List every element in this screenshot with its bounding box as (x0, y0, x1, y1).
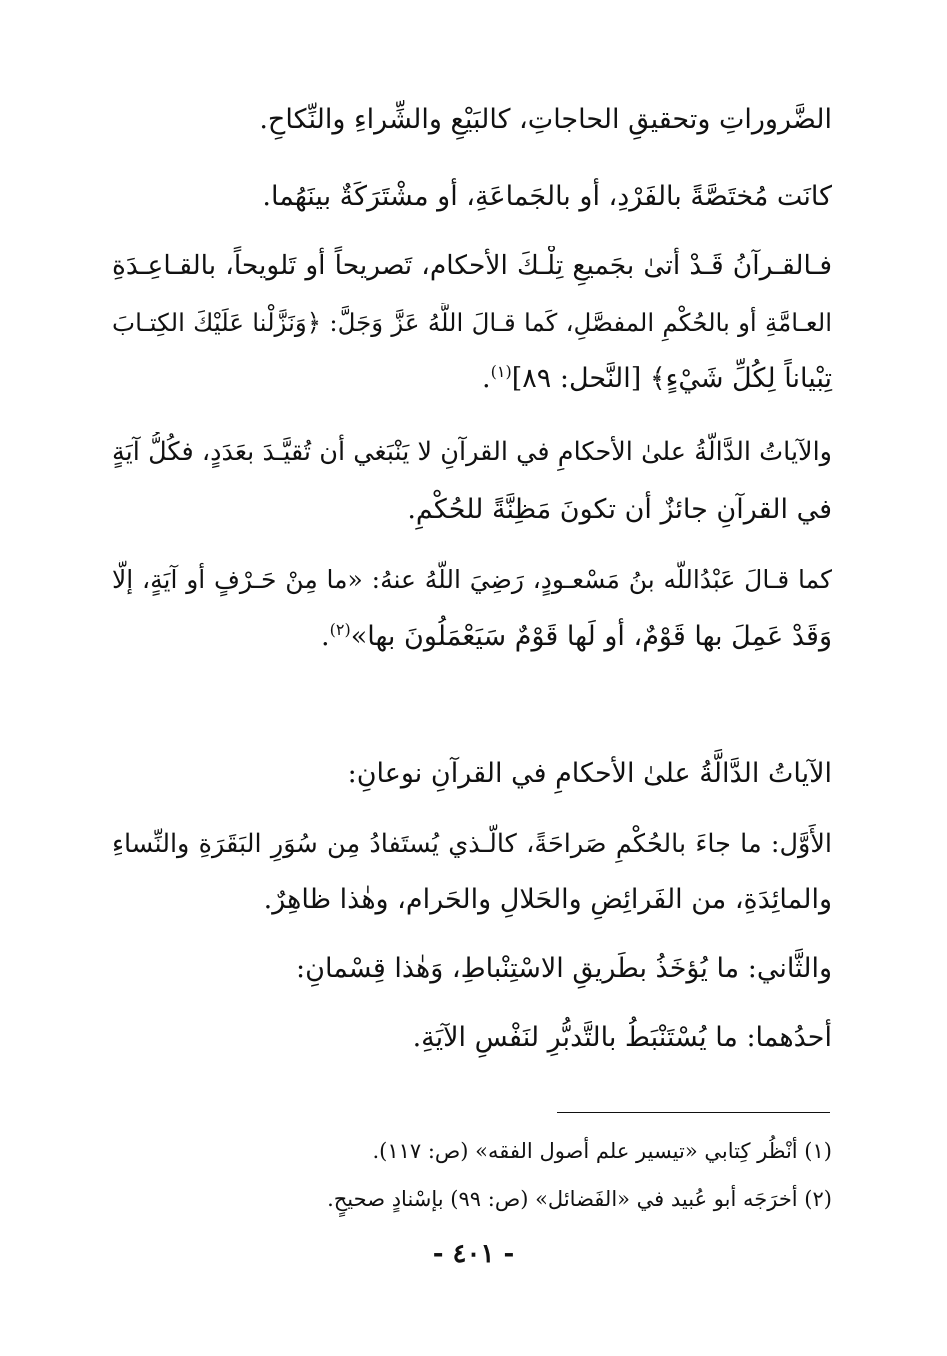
body-line-8: كما قـالَ عَبْدُاللَّه بنُ مَسْعـودٍ، رَضِيَ اللَّهُ عنهُ: «ما مِنْ حَـرْفٍ أو آيَةٍ، إلَّا (112, 565, 832, 594)
quran-citation: تِبْياناً لِكُلِّ شَيْءٍ﴾ [النَّحل: ٨٩] (511, 363, 832, 394)
body-line-4: العـامَّةِ أو بالحُكْمِ المفصَّلِ، كَما قـالَ اللَّهُ عَزَّ وَجَلَّ: ﴿وَنَزَّلْنا عَلَيْكَ الكِتـابَ (112, 308, 832, 337)
body-line-1: الضَّروراتِ وتحقيقِ الحاجاتِ، كالبَيْعِ والشِّراءِ والنِّكاحِ. (259, 104, 832, 135)
body-line-11: الأَوَّل: ما جاءَ بالحُكْمِ صَراحَةً، كالَّـذي يُستَفادُ مِن سُوَرِ البَقَرَةِ والنِّساءِ (112, 829, 832, 859)
body-line-7: في القرآنِ جائزٌ أن تكونَ مَظِنَّةً للحُكْمِ. (407, 494, 832, 525)
line-end-punct: . (321, 621, 330, 652)
body-line-6: والآياتُ الدَّالَّةُ علىٰ الأحكامِ في القرآنِ لا يَنْبَغي أن تُقيَّـدَ بعَدَدٍ، فكُلُّ آيَةٍ (112, 437, 832, 467)
body-line-9 (321, 617, 832, 657)
footnote-ref-1: (١) (490, 362, 512, 381)
body-line-13: والثَّاني: ما يُؤخَذُ بطَريقِ الاسْتِنْباطِ، وَهٰذا قِسْمانِ: (296, 953, 832, 984)
body-line-2: كانَت مُختَصَّةً بالفَرْدِ، أو بالجَماعَةِ، أو مشْتَرَكَةٌ بينَهُما. (262, 181, 832, 212)
page-number: - ٤٠١ - (432, 1239, 515, 1269)
footnote-ref-2: (٢) (329, 620, 351, 639)
footnote-2: (٢) أخرَجَه أبو عُبيد في «الفَضائل» (ص: ٩٩) بإسْنادٍ صحيحٍ. (327, 1187, 832, 1211)
footnote-divider (557, 1112, 830, 1113)
body-line-10: الآياتُ الدَّالَّةُ علىٰ الأحكامِ في القرآنِ نوعانِ: (347, 758, 832, 789)
body-line-3: فـالقـرآنُ قَـدْ أتىٰ بجَميعِ تِلْـكَ الأحكام، تَصريحاً أو تَلويحاً، بالقـاعِـدَةِ (112, 250, 832, 281)
body-line-14: أحدُهما: ما يُسْتَنْبَطُ بالتَّدبُّرِ لنَفْسِ الآيَةِ. (412, 1022, 832, 1053)
body-line-5 (482, 359, 832, 399)
line-end-punct: . (482, 363, 491, 394)
hadith-quote: وَقَدْ عَمِلَ بها قَوْمٌ، أو لَها قَوْمٌ سَيَعْمَلُونَ بها» (350, 621, 832, 652)
body-line-12: والمائِدَةِ، من الفَرائِضِ والحَلالِ والحَرام، وهٰذا ظاهِرٌ. (263, 884, 832, 915)
footnote-1: (١) أنْظُر كِتابي «تيسير علم أصول الفقه» (ص: ١١٧). (372, 1139, 832, 1163)
